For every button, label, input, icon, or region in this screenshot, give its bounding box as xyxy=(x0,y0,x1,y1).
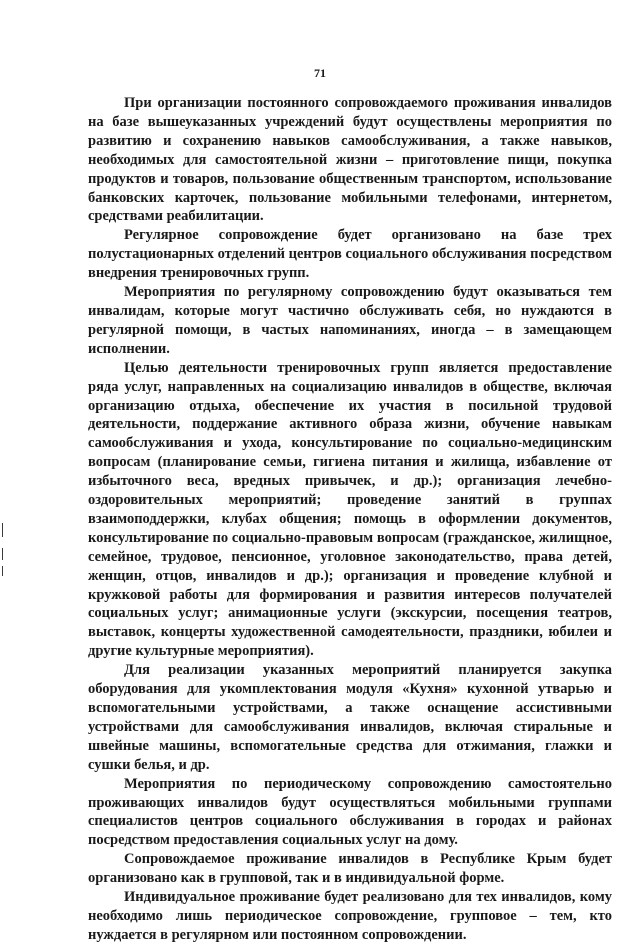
page-number: 71 xyxy=(314,66,326,80)
body-text xyxy=(88,94,612,945)
paragraph: При организации постоянного сопровождаемого проживания инвалидов на базе вышеуказанных учреждений будут осуществлены мероприятия по развитию и сохранению навыков самообслуживания, а также навыков, необходимых для самостоятельной жизни – приготовление пищи, покупка продуктов и товаров, пользование общественным транспортом, использование банковских карточек, пользование мобильными телефонами, интернетом, средствами реабилитации. xyxy=(88,95,612,225)
paragraph: Сопровождаемое проживание инвалидов в Республике Крым будет организовано как в групповой, так и в индивидуальной форме. xyxy=(88,851,612,887)
paragraph: Регулярное сопровождение будет организовано на базе трех полустационарных отделений центров социального обслуживания посредством внедрения тренировочных групп. xyxy=(88,227,612,282)
paragraph: Мероприятия по периодическому сопровождению самостоятельно проживающих инвалидов будут осуществляться мобильными группами специалистов центров социального обслуживания в городах и районах посредством предоставления социальных услуг на дому. xyxy=(88,775,612,849)
scan-edge-mark xyxy=(2,566,3,576)
scan-edge-mark xyxy=(2,523,3,537)
paragraph: Для реализации указанных мероприятий планируется закупка оборудования для укомплектования модуля «Кухня» кухонной утварью и вспомогательными устройствами, а также оснащение ассистивными устройствами для самообслуживания инвалидов, включая стиральные и швейные машины, вспомогательные средства для отжимания, глажки и сушки белья, и др. xyxy=(88,662,612,773)
paragraph: Мероприятия по регулярному сопровождению будут оказываться тем инвалидам, которые могут частично обслуживать себя, но нуждаются в регулярной помощи, в частых напоминаниях, иногда – в замещающем исполнении. xyxy=(88,284,612,357)
scan-edge-mark xyxy=(2,548,3,560)
paragraph: Индивидуальное проживание будет реализовано для тех инвалидов, кому необходимо лишь периодическое сопровождение, групповое – тем, кто нуждается в регулярном или постоянном сопровождении. xyxy=(88,889,612,943)
paragraph: Целью деятельности тренировочных групп является предоставление ряда услуг, направленных на социализацию инвалидов в обществе, включая организацию отдыха, обеспечение их участия в посильной трудовой деятельности, поддержание активного образа жизни, обучение навыкам самообслуживания и ухода, консультирование по социально-медицинским вопросам (планирование семьи, гигиена питания и жилища, избавление от избыточного веса, вредных привычек, и др.); организация лечебно-оздоровительных мероприятий; проведение занятий в группах взаимоподдержки, клубах общения; помощь в оформлении документов, консультирование по социально-правовым вопросам (гражданское, жилищное, семейное, трудовое, пенсионное, уголовное законодательство, права детей, женщин, отцов, инвалидов и др.); организация и проведение клубной и кружковой работы для формирования и развития интересов получателей социальных услуг; анимационные услуги (экскурсии, посещения театров, выставок, концерты художественной самодеятельности, праздники, юбилеи и другие культурные мероприятия). xyxy=(88,359,612,660)
